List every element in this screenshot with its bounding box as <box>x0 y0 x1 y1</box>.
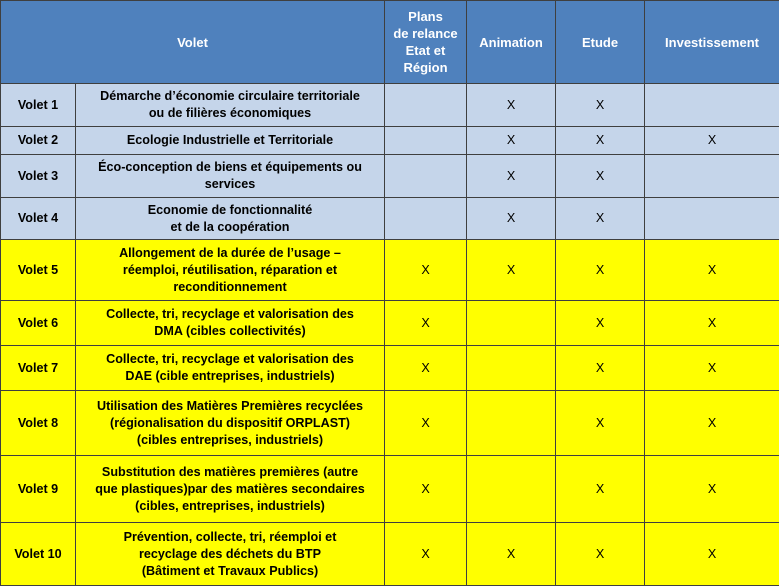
cell-animation: X <box>467 198 556 240</box>
table-row <box>1 346 779 391</box>
volet-label: Volet 7 <box>1 346 76 391</box>
description-line: Allongement de la durée de l’usage – <box>119 245 341 260</box>
cell-etude: X <box>556 346 645 391</box>
cell-etude: X <box>556 127 645 155</box>
description-line: DAE (cible entreprises, industriels) <box>125 369 335 383</box>
table-row <box>1 198 779 240</box>
cell-etude: X <box>556 523 645 586</box>
cell-animation: X <box>467 127 556 155</box>
cell-investissement: X <box>645 127 779 155</box>
volet-label: Volet 1 <box>1 84 76 127</box>
description-line: que plastiques)par des matières secondaires <box>95 481 365 496</box>
volet-description <box>76 391 385 456</box>
cell-etude: X <box>556 391 645 456</box>
header-plans-line: de relance <box>393 26 458 41</box>
cell-plans <box>385 127 467 155</box>
volet-label: Volet 10 <box>1 523 76 586</box>
volet-label: Volet 8 <box>1 391 76 456</box>
description-line: Prévention, collecte, tri, réemploi et <box>123 529 337 544</box>
volet-label: Volet 9 <box>1 456 76 523</box>
volet-label: Volet 3 <box>1 155 76 198</box>
cell-investissement: X <box>645 301 779 346</box>
header-plans-line: Plans <box>408 9 443 24</box>
description-line: Substitution des matières premières (autre <box>101 464 359 479</box>
table-row <box>1 127 779 155</box>
volet-description <box>76 346 385 391</box>
volet-label: Volet 6 <box>1 301 76 346</box>
header-volet: Volet <box>1 1 385 84</box>
cell-investissement: X <box>645 240 779 301</box>
cell-investissement <box>645 84 779 127</box>
header-row <box>1 1 779 84</box>
cell-animation <box>467 346 556 391</box>
description-line: Collecte, tri, recyclage et valorisation des <box>106 352 354 366</box>
description-line: Economie de fonctionnalité <box>147 202 313 217</box>
cell-animation: X <box>467 155 556 198</box>
cell-etude: X <box>556 198 645 240</box>
cell-etude: X <box>556 155 645 198</box>
cell-plans <box>385 84 467 127</box>
cell-investissement <box>645 155 779 198</box>
volet-description <box>76 155 385 198</box>
volet-description <box>76 198 385 240</box>
description-line: (cibles entreprises, industriels) <box>136 432 324 447</box>
volet-description <box>76 127 385 155</box>
description-line: réemploi, réutilisation, réparation et <box>122 262 338 277</box>
header-etude: Etude <box>556 1 645 84</box>
cell-investissement <box>645 198 779 240</box>
description-line: Ecologie Industrielle et Territoriale <box>126 133 334 147</box>
description-line: Collecte, tri, recyclage et valorisation des <box>106 307 354 321</box>
table-row <box>1 84 779 127</box>
description-line: Utilisation des Matières Premières recyclées <box>97 398 364 413</box>
volet-description <box>76 240 385 301</box>
cell-plans: X <box>385 456 467 523</box>
description-line: reconditionnement <box>173 279 287 294</box>
table-row <box>1 456 779 523</box>
volet-description <box>76 84 385 127</box>
cell-plans: X <box>385 240 467 301</box>
table-row <box>1 240 779 301</box>
cell-plans <box>385 198 467 240</box>
cell-animation <box>467 456 556 523</box>
table-row <box>1 301 779 346</box>
cell-animation: X <box>467 523 556 586</box>
description-line: recyclage des déchets du BTP <box>139 546 321 561</box>
description-line: ou de filières économiques <box>148 106 312 120</box>
volet-label: Volet 4 <box>1 198 76 240</box>
header-plans-line: Etat et <box>405 43 446 58</box>
description-line: Démarche d’économie circulaire territoriale <box>100 89 360 103</box>
cell-etude: X <box>556 240 645 301</box>
volet-description <box>76 301 385 346</box>
header-plans <box>385 1 467 84</box>
volet-label: Volet 2 <box>1 127 76 155</box>
description-line: Éco-conception de biens et équipements ou <box>98 160 362 174</box>
cell-plans: X <box>385 346 467 391</box>
cell-etude: X <box>556 84 645 127</box>
cell-plans: X <box>385 391 467 456</box>
cell-investissement: X <box>645 456 779 523</box>
description-line: (Bâtiment et Travaux Publics) <box>141 563 319 578</box>
table-row <box>1 523 779 586</box>
cell-animation: X <box>467 240 556 301</box>
cell-animation <box>467 391 556 456</box>
cell-plans <box>385 155 467 198</box>
cell-animation: X <box>467 84 556 127</box>
description-line: (régionalisation du dispositif ORPLAST) <box>110 415 350 430</box>
table-row <box>1 155 779 198</box>
cell-investissement: X <box>645 346 779 391</box>
description-line: (cibles, entreprises, industriels) <box>135 498 325 513</box>
description-line: DMA (cibles collectivités) <box>154 324 306 338</box>
cell-plans: X <box>385 523 467 586</box>
description-line: services <box>204 177 256 191</box>
header-animation: Animation <box>467 1 556 84</box>
volet-description <box>76 456 385 523</box>
header-plans-line: Région <box>403 60 448 75</box>
cell-investissement: X <box>645 391 779 456</box>
description-line: et de la coopération <box>170 219 290 234</box>
cell-etude: X <box>556 456 645 523</box>
cell-plans: X <box>385 301 467 346</box>
cell-etude: X <box>556 301 645 346</box>
volet-description <box>76 523 385 586</box>
cell-animation <box>467 301 556 346</box>
cell-investissement: X <box>645 523 779 586</box>
volet-label: Volet 5 <box>1 240 76 301</box>
header-investissement: Investissement <box>645 1 779 84</box>
table-row <box>1 391 779 456</box>
